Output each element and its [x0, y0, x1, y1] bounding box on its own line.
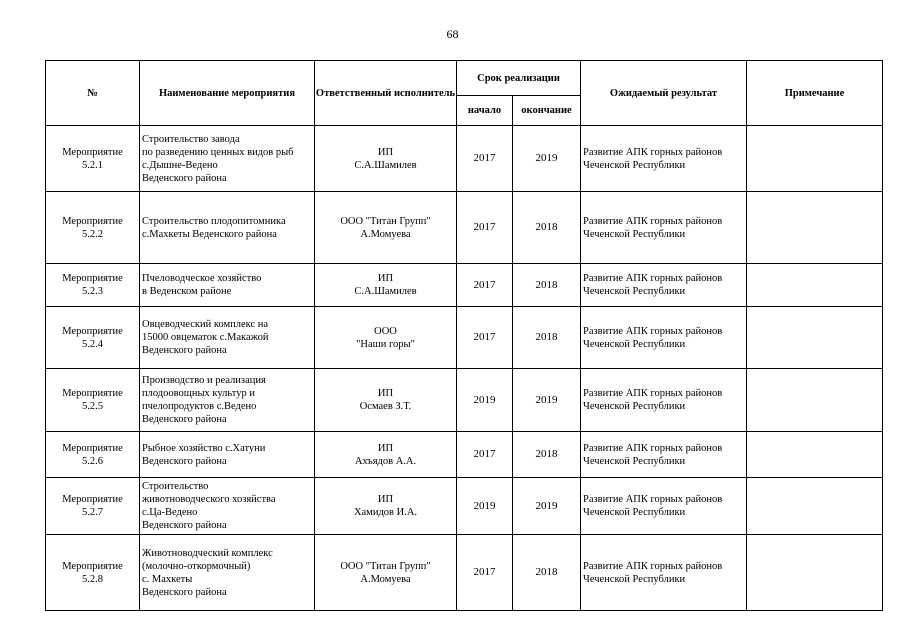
executor-cell — [315, 369, 457, 432]
end-year-cell: 2018 — [513, 432, 581, 478]
measure-name-cell-line: плодоовощных культур и — [142, 388, 255, 399]
measure-name-cell — [140, 535, 315, 611]
measure-name-cell-line: Рыбное хозяйство с.Хатуни — [142, 442, 266, 454]
result-cell-line: Развитие АПК горных районов — [583, 388, 723, 399]
start-year-cell: 2017 — [457, 126, 513, 192]
header-result: Ожидаемый результат — [581, 61, 747, 126]
note-cell — [747, 264, 883, 307]
executor-cell-line: Ахъядов А.А. — [354, 455, 417, 467]
measure-name-cell-line: Веденского района — [142, 586, 227, 598]
start-year-cell: 2017 — [457, 535, 513, 611]
executor-cell — [315, 192, 457, 264]
note-cell — [747, 126, 883, 192]
measure-name-cell-line: по разведению ценных видов рыб — [142, 146, 294, 158]
executor-cell-line: ИП — [377, 388, 394, 399]
end-year-cell: 2018 — [513, 535, 581, 611]
table-row — [46, 535, 883, 611]
measure-name-cell — [140, 126, 315, 192]
executor-cell — [315, 535, 457, 611]
measure-number-cell-line: Мероприятие — [62, 273, 123, 284]
measure-number-cell-line: 5.2.2 — [82, 228, 103, 240]
measure-name-cell-line: Строительство завода — [142, 133, 240, 145]
result-cell-line: Чеченской Республики — [583, 573, 686, 585]
result-cell-line: Чеченской Республики — [583, 401, 686, 412]
start-year-cell: 2019 — [457, 369, 513, 432]
measure-number-cell — [46, 126, 140, 192]
measure-name-cell — [140, 192, 315, 264]
header-note: Примечание — [747, 61, 883, 126]
measure-number-cell-line: 5.2.6 — [82, 455, 103, 467]
note-cell — [747, 478, 883, 535]
measure-number-cell-line: Мероприятие — [62, 325, 123, 337]
result-cell-line: Развитие АПК горных районов — [583, 494, 723, 505]
result-cell — [581, 192, 747, 264]
executor-cell — [315, 307, 457, 369]
start-year-cell: 2017 — [457, 264, 513, 307]
measure-name-cell — [140, 478, 315, 535]
measure-number-cell-line: Мероприятие — [62, 388, 123, 399]
page-number: 68 — [446, 27, 459, 41]
measure-name-cell-line: Строительство — [142, 481, 209, 492]
header-end: окончание — [513, 96, 581, 126]
executor-cell-line: "Наши горы" — [356, 338, 415, 350]
result-cell-line: Развитие АПК горных районов — [583, 146, 723, 158]
start-year-cell: 2019 — [457, 478, 513, 535]
executor-cell-line: ООО "Титан Групп" — [340, 560, 431, 572]
end-year-cell: 2018 — [513, 192, 581, 264]
measure-number-cell-line: Мероприятие — [62, 494, 123, 505]
result-cell-line: Чеченской Республики — [583, 507, 686, 518]
measure-name-cell — [140, 432, 315, 478]
executor-cell — [315, 432, 457, 478]
executor-cell-line: ИП — [377, 146, 394, 158]
measure-name-cell — [140, 369, 315, 432]
measure-number-cell — [46, 307, 140, 369]
header-executor: Ответственный исполнитель — [315, 61, 457, 126]
header-name: Наименование мероприятия — [140, 61, 315, 126]
result-cell-line: Чеченской Республики — [583, 286, 686, 297]
note-cell — [747, 307, 883, 369]
result-cell-line: Развитие АПК горных районов — [583, 442, 723, 454]
executor-cell-line: С.А.Шамилев — [354, 286, 417, 297]
header-start: начало — [457, 96, 513, 126]
executor-cell — [315, 126, 457, 192]
result-cell — [581, 369, 747, 432]
measure-name-cell-line: (молочно-откормочный) — [142, 560, 251, 572]
end-year-cell: 2019 — [513, 126, 581, 192]
executor-cell-line: ИП — [377, 273, 394, 284]
table-row — [46, 126, 883, 192]
start-year-cell: 2017 — [457, 192, 513, 264]
table-row — [46, 432, 883, 478]
measure-name-cell-line: с.Дышне-Ведено — [142, 159, 218, 171]
result-cell-line: Развитие АПК горных районов — [583, 215, 723, 227]
measure-name-cell-line: Производство и реализация — [142, 375, 266, 386]
measure-name-cell-line: Веденского района — [142, 455, 227, 467]
measure-number-cell — [46, 535, 140, 611]
measure-name-cell — [140, 307, 315, 369]
measure-number-cell-line: Мероприятие — [62, 442, 123, 454]
executor-cell-line: ООО "Титан Групп" — [340, 215, 431, 227]
measure-name-cell-line: с.Махкеты Веденского района — [142, 228, 277, 240]
note-cell — [747, 192, 883, 264]
result-cell — [581, 478, 747, 535]
end-year-cell: 2019 — [513, 369, 581, 432]
result-cell — [581, 432, 747, 478]
executor-cell-line: ООО — [374, 325, 397, 337]
measure-number-cell — [46, 192, 140, 264]
table-row — [46, 307, 883, 369]
result-cell-line: Развитие АПК горных районов — [583, 560, 723, 572]
end-year-cell: 2018 — [513, 264, 581, 307]
measure-name-cell-line: Строительство плодопитомника — [142, 215, 286, 227]
measure-number-cell-line: Мероприятие — [62, 560, 123, 572]
executor-cell-line: ИП — [377, 494, 394, 505]
measure-name-cell-line: пчелопродуктов с.Ведено — [142, 401, 257, 412]
note-cell — [747, 369, 883, 432]
result-cell-line: Чеченской Республики — [583, 159, 686, 171]
result-cell — [581, 307, 747, 369]
note-cell — [747, 432, 883, 478]
measure-number-cell — [46, 264, 140, 307]
measure-number-cell-line: 5.2.3 — [82, 286, 103, 297]
note-cell — [747, 535, 883, 611]
measure-number-cell-line: 5.2.4 — [82, 338, 103, 350]
measure-number-cell-line: 5.2.5 — [82, 401, 103, 412]
executor-cell-line: ИП — [377, 442, 394, 454]
measure-number-cell-line: 5.2.7 — [82, 507, 103, 518]
table-row — [46, 478, 883, 535]
result-cell-line: Чеченской Республики — [583, 338, 686, 350]
header-term: Срок реализации — [457, 61, 581, 96]
executor-cell — [315, 264, 457, 307]
result-cell — [581, 535, 747, 611]
result-cell — [581, 264, 747, 307]
measure-number-cell — [46, 369, 140, 432]
measure-name-cell-line: 15000 овцематок с.Макажой — [142, 332, 269, 343]
measure-name-cell-line: в Веденском районе — [142, 286, 232, 297]
measure-name-cell-line: Веденского района — [142, 345, 227, 356]
measure-name-cell-line: Веденского района — [142, 414, 227, 425]
measure-name-cell-line: Овцеводческий комплекс на — [142, 319, 269, 330]
measure-number-cell-line: 5.2.1 — [82, 159, 103, 171]
measure-number-cell — [46, 432, 140, 478]
executor-cell — [315, 478, 457, 535]
table-row — [46, 264, 883, 307]
executor-cell-line: А.Момуева — [360, 228, 411, 240]
table-body — [46, 126, 883, 611]
result-cell-line: Чеченской Республики — [583, 228, 686, 240]
measure-number-cell-line: Мероприятие — [62, 215, 123, 227]
end-year-cell: 2018 — [513, 307, 581, 369]
result-cell-line: Развитие АПК горных районов — [583, 325, 723, 337]
measure-number-cell — [46, 478, 140, 535]
executor-cell-line: Хамидов И.А. — [353, 507, 418, 518]
executor-cell-line: Осмаев З.Т. — [359, 401, 412, 412]
start-year-cell: 2017 — [457, 307, 513, 369]
measure-name-cell — [140, 264, 315, 307]
measure-number-cell-line: 5.2.8 — [82, 573, 103, 585]
table-row — [46, 192, 883, 264]
measure-name-cell-line: Животноводческий комплекс — [142, 547, 273, 559]
measure-name-cell-line: Пчеловодческое хозяйство — [142, 273, 262, 284]
executor-cell-line: С.А.Шамилев — [354, 159, 417, 171]
table-row — [46, 369, 883, 432]
result-cell — [581, 126, 747, 192]
executor-cell-line: А.Момуева — [360, 573, 411, 585]
measure-name-cell-line: с. Махкеты — [142, 573, 193, 585]
measure-name-cell-line: Веденского района — [142, 520, 227, 531]
start-year-cell: 2017 — [457, 432, 513, 478]
measures-table — [45, 60, 883, 611]
measure-name-cell-line: животноводческого хозяйства — [142, 494, 276, 505]
header-num: № — [46, 61, 140, 126]
result-cell-line: Чеченской Республики — [583, 455, 686, 467]
measure-name-cell-line: с.Ца-Ведено — [142, 507, 198, 518]
end-year-cell: 2019 — [513, 478, 581, 535]
measure-number-cell-line: Мероприятие — [62, 146, 123, 158]
result-cell-line: Развитие АПК горных районов — [583, 273, 723, 284]
measure-name-cell-line: Веденского района — [142, 172, 227, 184]
